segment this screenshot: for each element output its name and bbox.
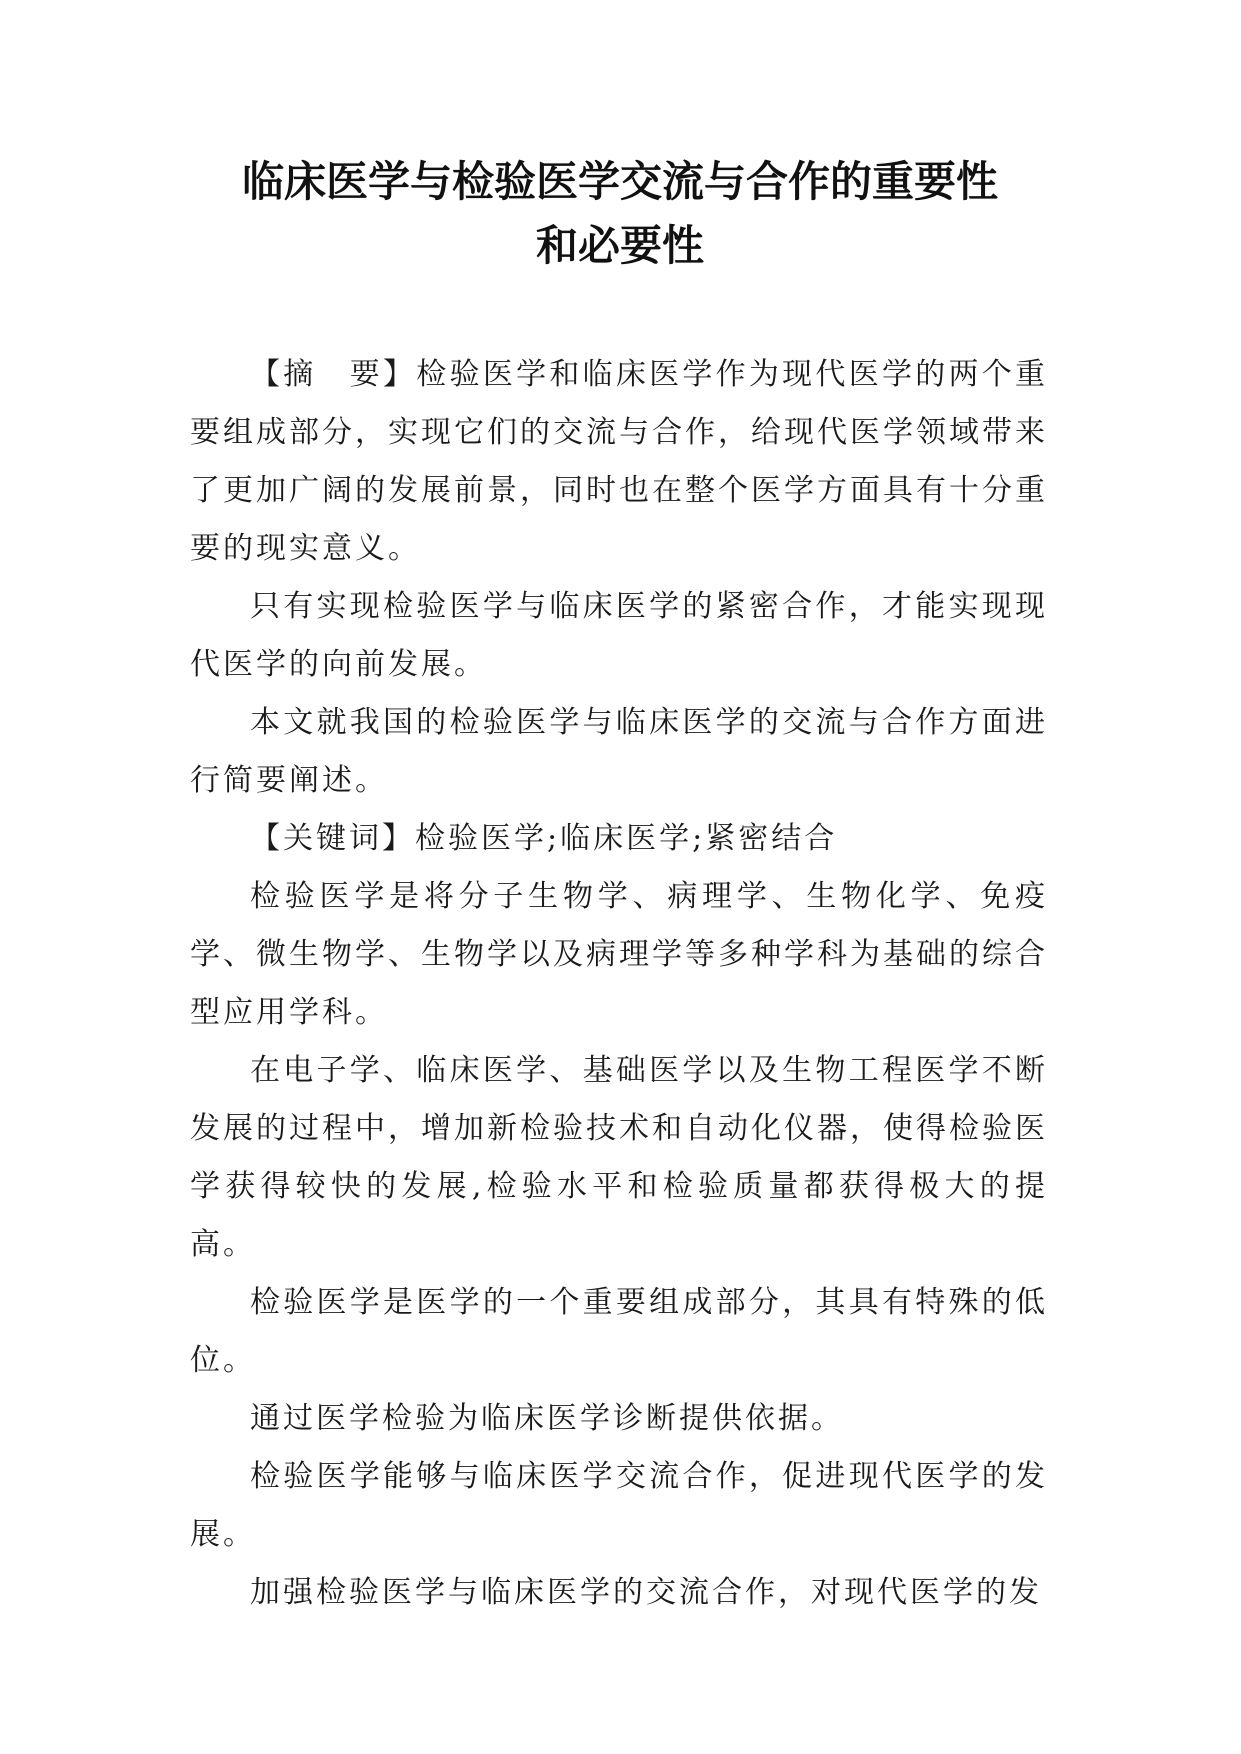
- abstract-paragraph: 【摘 要】检验医学和临床医学作为现代医学的两个重要组成部分，实现它们的交流与合作，给现代医学领域带来了更加广阔的发展前景，同时也在整个医学方面具有十分重要的现实意义。: [190, 357, 1048, 566]
- body-paragraph: 在电子学、临床医学、基础医学以及生物工程医学不断发展的过程中，增加新检验技术和自动化仪器，使得检验医学获得较快的发展,检验水平和检验质量都获得极大的提高。: [190, 1053, 1048, 1262]
- body-paragraph: 检验医学能够与临床医学交流合作，促进现代医学的发展。: [190, 1459, 1048, 1552]
- document-body: [190, 346, 1048, 1622]
- keywords-paragraph: 【关键词】检验医学;临床医学;紧密结合: [250, 821, 838, 856]
- body-paragraph: 本文就我国的检验医学与临床医学的交流与合作方面进行简要阐述。: [190, 705, 1048, 798]
- title-line-2: 和必要性: [535, 221, 704, 270]
- document-title: [150, 150, 1090, 278]
- body-paragraph: 检验医学是医学的一个重要组成部分，其具有特殊的低位。: [190, 1285, 1048, 1378]
- body-paragraph: 加强检验医学与临床医学的交流合作，对现代医学的发: [250, 1575, 1042, 1610]
- body-paragraph: 只有实现检验医学与临床医学的紧密合作，才能实现现代医学的向前发展。: [190, 589, 1048, 682]
- title-line-1: 临床医学与检验医学交流与合作的重要性: [241, 157, 998, 206]
- body-paragraph: 通过医学检验为临床医学诊断提供依据。: [250, 1401, 844, 1436]
- body-paragraph: 检验医学是将分子生物学、病理学、生物化学、免疫学、微生物学、生物学以及病理学等多种学科为基础的综合型应用学科。: [190, 879, 1048, 1030]
